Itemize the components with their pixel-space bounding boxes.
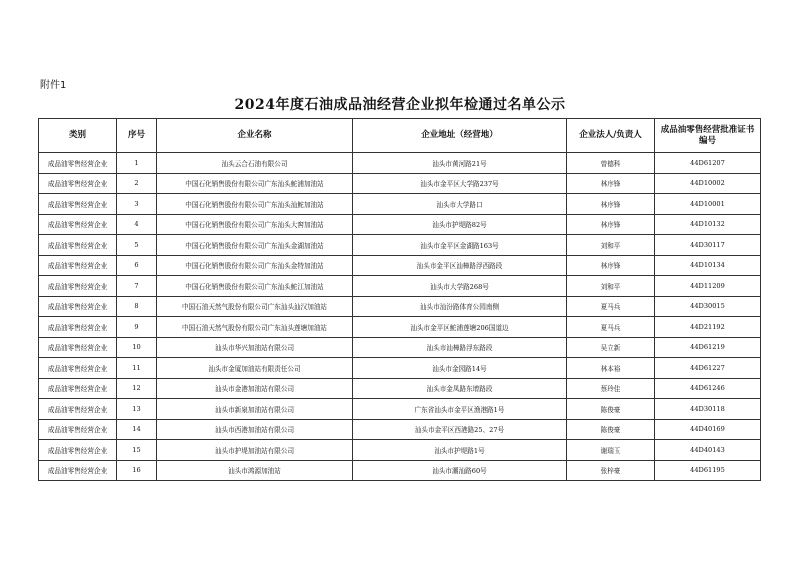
header-enterprise-name: 企业名称 [157, 119, 353, 153]
cell-legal-representative: 张梓豪 [567, 460, 655, 481]
table-row [39, 317, 761, 338]
table-body [39, 153, 761, 481]
cell-enterprise-name: 中国石化销售股份有限公司广东汕头大窖加油站 [157, 214, 353, 235]
header-serial-number: 序号 [117, 119, 157, 153]
cell-serial-number: 6 [117, 255, 157, 276]
cell-enterprise-address: 汕头市金平区汕樟路浮西路段 [353, 255, 567, 276]
table-row [39, 276, 761, 297]
cell-enterprise-name: 汕头市金港加油站有限公司 [157, 378, 353, 399]
cell-enterprise-name: 汕头市华兴加油站有限公司 [157, 337, 353, 358]
cell-legal-representative: 林序锋 [567, 173, 655, 194]
cell-category: 成品油零售经营企业 [39, 153, 117, 174]
cell-enterprise-address: 汕头市金凤路东增路段 [353, 378, 567, 399]
cell-enterprise-name: 汕头市鸿源加油站 [157, 460, 353, 481]
cell-enterprise-name: 汕头云合石油有限公司 [157, 153, 353, 174]
table-row [39, 214, 761, 235]
cell-serial-number: 1 [117, 153, 157, 174]
cell-enterprise-address: 汕头市金平区西港路25、27号 [353, 419, 567, 440]
cell-serial-number: 15 [117, 440, 157, 461]
cell-certificate-number: 44D30117 [655, 235, 761, 256]
cell-legal-representative: 林本裕 [567, 358, 655, 379]
cell-enterprise-address: 汕头市金平区鮀浦莲塘206国道边 [353, 317, 567, 338]
cell-certificate-number: 44D10001 [655, 194, 761, 215]
cell-category: 成品油零售经营企业 [39, 440, 117, 461]
cell-category: 成品油零售经营企业 [39, 460, 117, 481]
cell-category: 成品油零售经营企业 [39, 317, 117, 338]
table-row [39, 378, 761, 399]
cell-certificate-number: 44D61227 [655, 358, 761, 379]
cell-enterprise-address: 广东省汕头市金平区渔港路1号 [353, 399, 567, 420]
cell-serial-number: 7 [117, 276, 157, 297]
table-row [39, 358, 761, 379]
cell-certificate-number: 44D40143 [655, 440, 761, 461]
cell-enterprise-name: 中国石化销售股份有限公司广东汕头金湖加油站 [157, 235, 353, 256]
cell-enterprise-address: 汕头市潮汕路60号 [353, 460, 567, 481]
cell-certificate-number: 44D30118 [655, 399, 761, 420]
cell-serial-number: 4 [117, 214, 157, 235]
cell-legal-representative: 林序锋 [567, 194, 655, 215]
table-row [39, 399, 761, 420]
cell-category: 成品油零售经营企业 [39, 214, 117, 235]
cell-enterprise-name: 汕头市西港加油站有限公司 [157, 419, 353, 440]
cell-legal-representative: 陈俊豪 [567, 419, 655, 440]
header-certificate-number: 成品油零售经营批准证书编号 [655, 119, 761, 153]
cell-enterprise-name: 汕头市金厦加油站有限责任公司 [157, 358, 353, 379]
cell-certificate-number: 44D21192 [655, 317, 761, 338]
header-enterprise-address: 企业地址（经营地） [353, 119, 567, 153]
cell-legal-representative: 曾德科 [567, 153, 655, 174]
table-header-row [39, 119, 761, 153]
cell-enterprise-address: 汕头市汕汾路体育公园南侧 [353, 296, 567, 317]
cell-certificate-number: 44D10002 [655, 173, 761, 194]
cell-legal-representative: 林序锋 [567, 255, 655, 276]
cell-certificate-number: 44D61246 [655, 378, 761, 399]
cell-category: 成品油零售经营企业 [39, 194, 117, 215]
table-row [39, 235, 761, 256]
cell-enterprise-address: 汕头市黄河路21号 [353, 153, 567, 174]
cell-certificate-number: 44D10134 [655, 255, 761, 276]
cell-legal-representative: 陈俊豪 [567, 399, 655, 420]
table-row [39, 419, 761, 440]
cell-category: 成品油零售经营企业 [39, 419, 117, 440]
cell-enterprise-name: 汕头市新泉加油站有限公司 [157, 399, 353, 420]
cell-certificate-number: 44D30015 [655, 296, 761, 317]
enterprise-list-table [38, 118, 761, 481]
cell-legal-representative: 蔡玲佳 [567, 378, 655, 399]
table-row [39, 440, 761, 461]
cell-legal-representative: 刘和平 [567, 276, 655, 297]
cell-enterprise-name: 中国石化销售股份有限公司广东汕头金特加油站 [157, 255, 353, 276]
cell-category: 成品油零售经营企业 [39, 235, 117, 256]
cell-category: 成品油零售经营企业 [39, 255, 117, 276]
cell-enterprise-name: 中国石化销售股份有限公司广东汕头汕鮀加油站 [157, 194, 353, 215]
cell-serial-number: 13 [117, 399, 157, 420]
table-row [39, 337, 761, 358]
cell-enterprise-name: 中国石化销售股份有限公司广东汕头鮀江加油站 [157, 276, 353, 297]
cell-category: 成品油零售经营企业 [39, 296, 117, 317]
cell-serial-number: 11 [117, 358, 157, 379]
table-row [39, 194, 761, 215]
cell-certificate-number: 44D10132 [655, 214, 761, 235]
header-category: 类别 [39, 119, 117, 153]
cell-category: 成品油零售经营企业 [39, 173, 117, 194]
cell-serial-number: 2 [117, 173, 157, 194]
cell-serial-number: 14 [117, 419, 157, 440]
cell-category: 成品油零售经营企业 [39, 337, 117, 358]
table-row [39, 173, 761, 194]
cell-legal-representative: 夏马兵 [567, 317, 655, 338]
attachment-label: 附件1 [40, 80, 67, 91]
cell-enterprise-name: 中国石油天然气股份有限公司广东汕头汕汉加油站 [157, 296, 353, 317]
cell-enterprise-name: 中国石化销售股份有限公司广东汕头鮀浦加油站 [157, 173, 353, 194]
cell-legal-representative: 夏马兵 [567, 296, 655, 317]
cell-enterprise-name: 中国石油天然气股份有限公司广东汕头莲塘加油站 [157, 317, 353, 338]
table-row [39, 255, 761, 276]
cell-enterprise-address: 汕头市护堤路82号 [353, 214, 567, 235]
cell-legal-representative: 吴立新 [567, 337, 655, 358]
cell-enterprise-address: 汕头市护堤路1号 [353, 440, 567, 461]
cell-serial-number: 9 [117, 317, 157, 338]
cell-serial-number: 16 [117, 460, 157, 481]
cell-serial-number: 5 [117, 235, 157, 256]
document-title: 2024年度石油成品油经营企业拟年检通过名单公示 [234, 97, 566, 113]
cell-enterprise-address: 汕头市大学路268号 [353, 276, 567, 297]
cell-serial-number: 12 [117, 378, 157, 399]
cell-category: 成品油零售经营企业 [39, 358, 117, 379]
table-row [39, 460, 761, 481]
table-row [39, 153, 761, 174]
cell-certificate-number: 44D61207 [655, 153, 761, 174]
header-legal-representative: 企业法人/负责人 [567, 119, 655, 153]
cell-enterprise-name: 汕头市护堤加油站有限公司 [157, 440, 353, 461]
cell-certificate-number: 44D61219 [655, 337, 761, 358]
cell-serial-number: 3 [117, 194, 157, 215]
cell-enterprise-address: 汕头市金平区大学路237号 [353, 173, 567, 194]
cell-certificate-number: 44D61195 [655, 460, 761, 481]
cell-legal-representative: 林序锋 [567, 214, 655, 235]
cell-category: 成品油零售经营企业 [39, 378, 117, 399]
cell-category: 成品油零售经营企业 [39, 399, 117, 420]
cell-enterprise-address: 汕头市汕樟路浮东路段 [353, 337, 567, 358]
cell-legal-representative: 谢瑞玉 [567, 440, 655, 461]
cell-enterprise-address: 汕头市金平区金湖路163号 [353, 235, 567, 256]
cell-serial-number: 10 [117, 337, 157, 358]
cell-enterprise-address: 汕头市金园路14号 [353, 358, 567, 379]
cell-certificate-number: 44D11209 [655, 276, 761, 297]
cell-certificate-number: 44D40169 [655, 419, 761, 440]
cell-legal-representative: 刘和平 [567, 235, 655, 256]
table-row [39, 296, 761, 317]
cell-category: 成品油零售经营企业 [39, 276, 117, 297]
cell-serial-number: 8 [117, 296, 157, 317]
cell-enterprise-address: 汕头市大学路口 [353, 194, 567, 215]
